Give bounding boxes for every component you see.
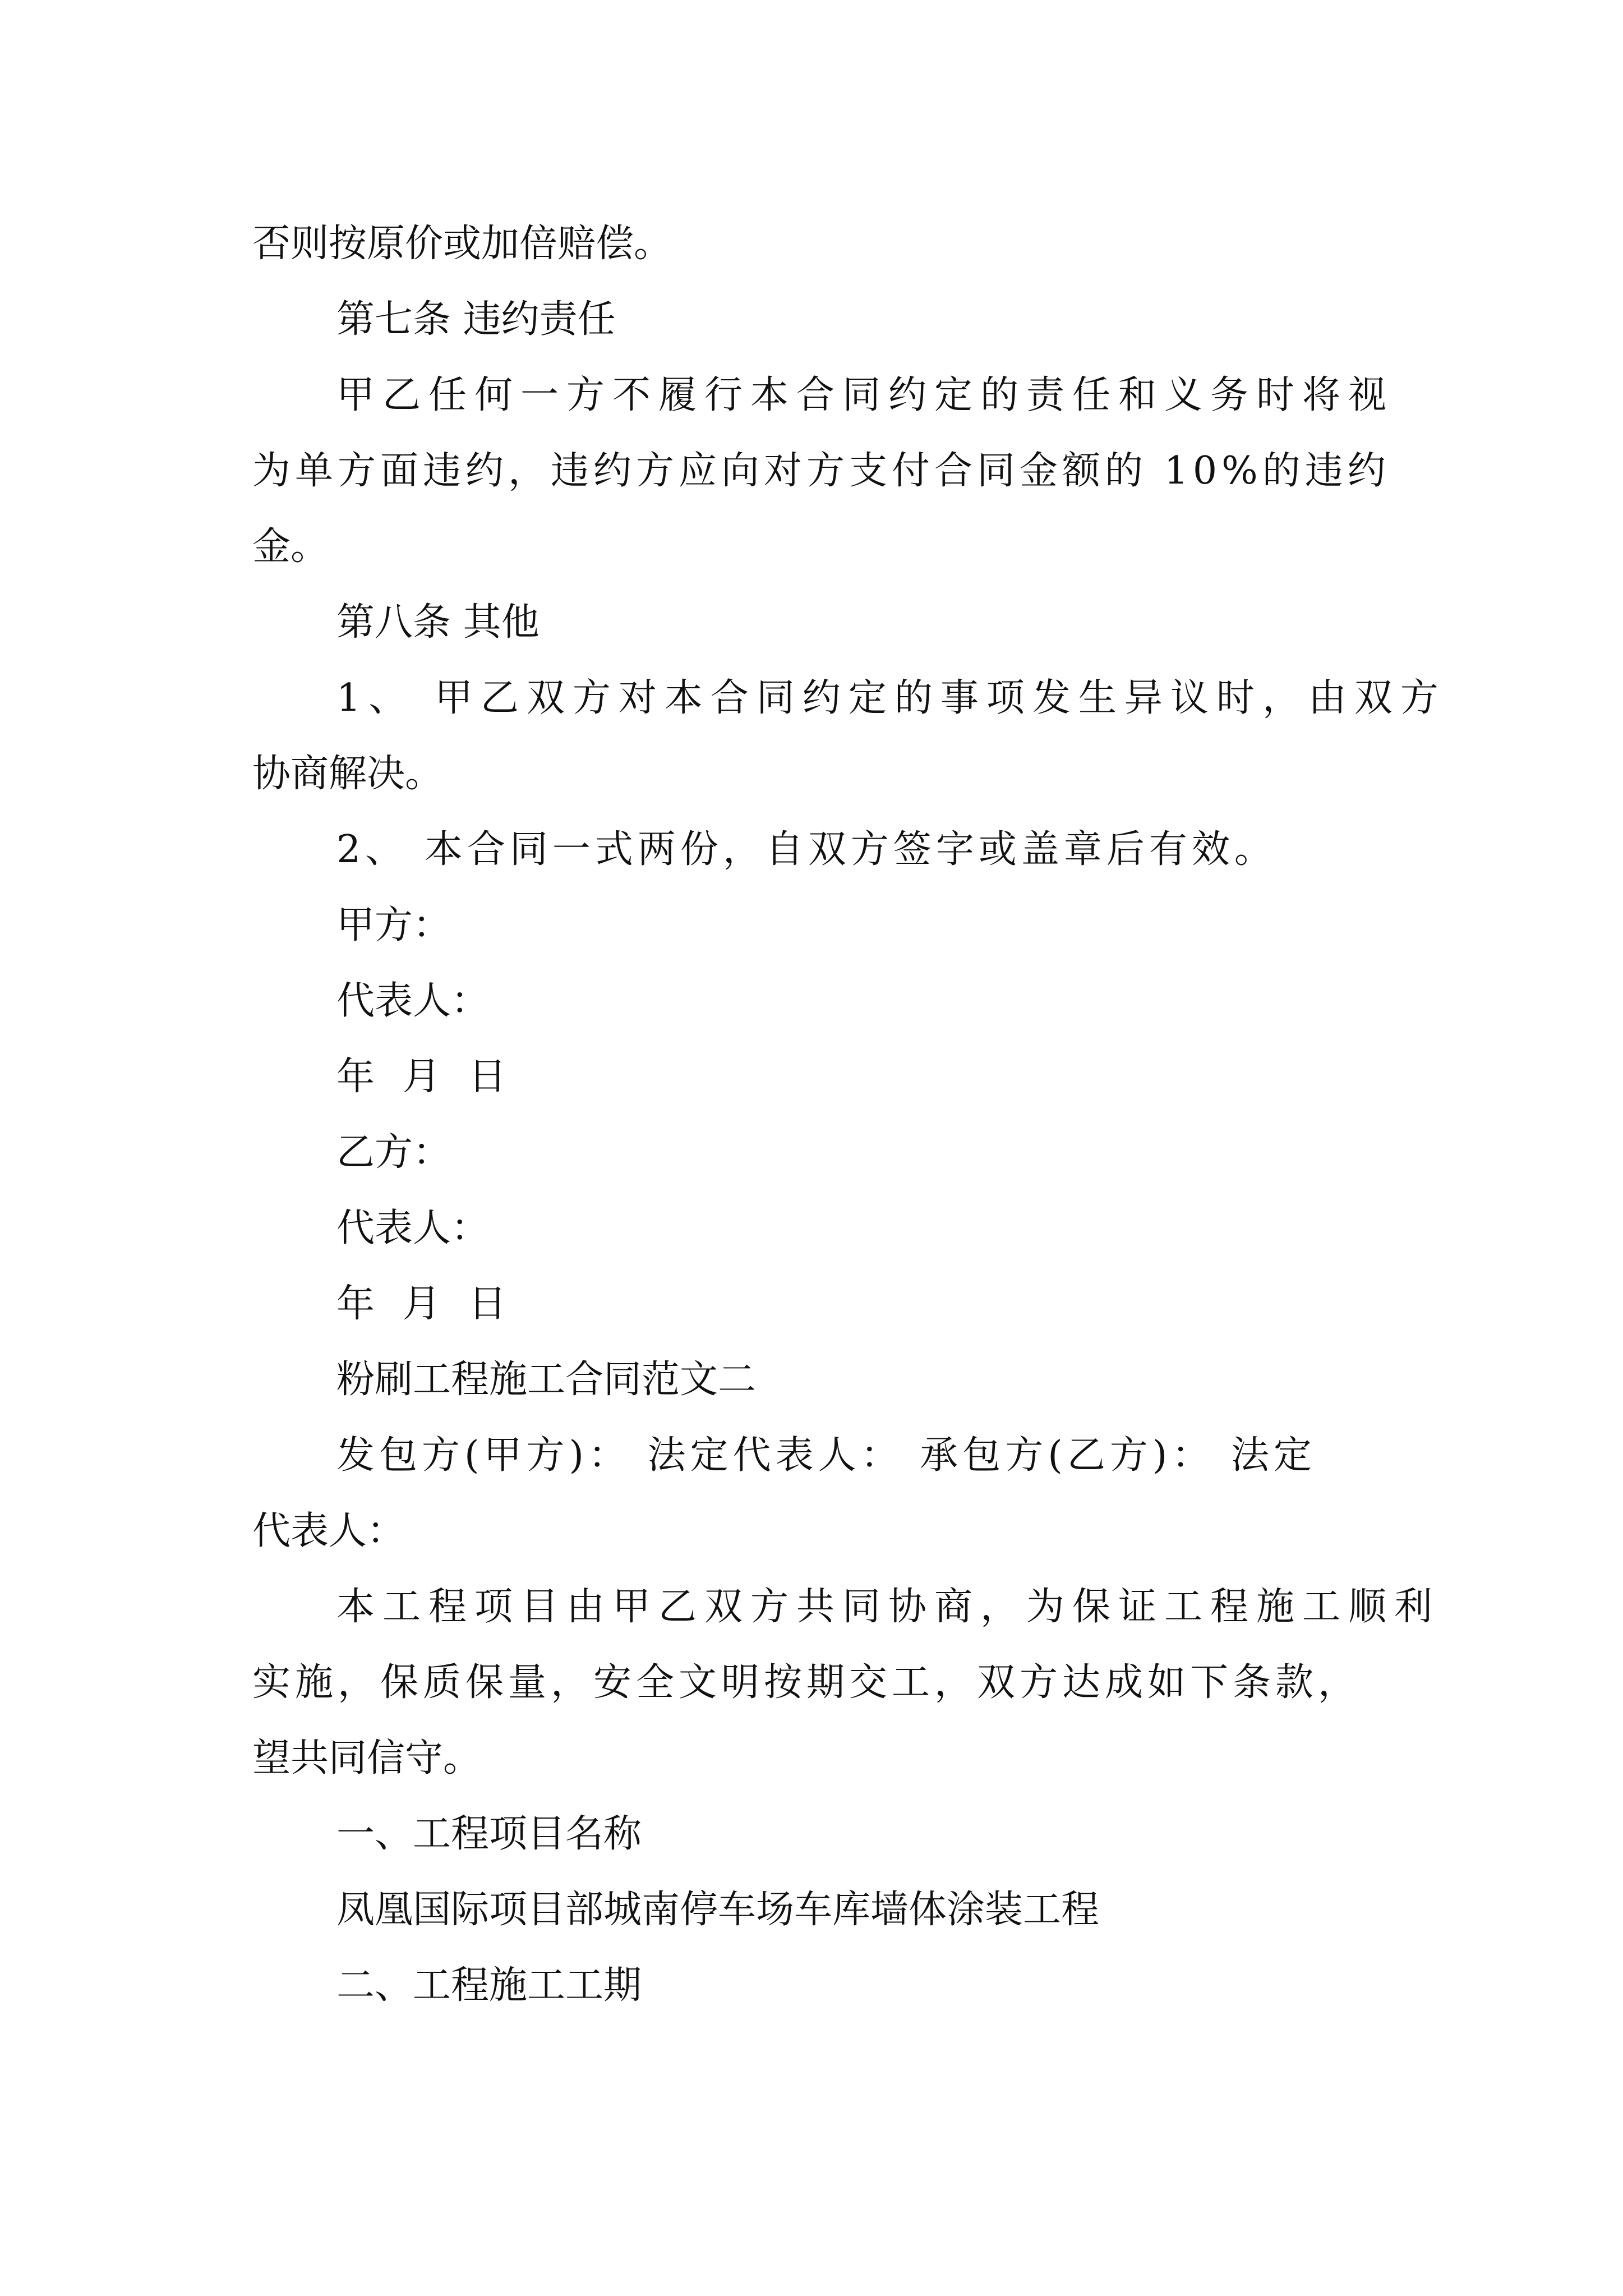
text-line: 1、 甲乙双方对本合同约定的事项发生异议时，由双方 bbox=[336, 676, 1446, 720]
signature-representative-b: 代表人： bbox=[336, 1206, 490, 1250]
document-title-2: 粉刷工程施工合同范文二 bbox=[336, 1358, 757, 1402]
text-line: 甲乙任何一方不履行本合同约定的责任和义务时将视 bbox=[336, 373, 1395, 417]
text-line: 2、 本合同一式两份，自双方签字或盖章后有效。 bbox=[336, 827, 1277, 872]
signature-date-a: 年 月 日 bbox=[336, 1055, 515, 1099]
text-line: 望共同信守。 bbox=[252, 1736, 482, 1780]
section-heading-7: 第七条 违约责任 bbox=[336, 297, 616, 342]
text-line: 凤凰国际项目部城南停车场车库墙体涂装工程 bbox=[336, 1888, 1100, 1932]
signature-party-a: 甲方： bbox=[336, 903, 451, 947]
text-line: 协商解决。 bbox=[252, 752, 444, 796]
signature-party-b: 乙方： bbox=[336, 1130, 451, 1175]
text-line: 代表人： bbox=[252, 1509, 405, 1553]
text-line: 发包方(甲方)： 法定代表人： 承包方(乙方)： 法定 bbox=[336, 1433, 1316, 1478]
text-line: 本工程项目由甲乙双方共同协商，为保证工程施工顺利 bbox=[336, 1585, 1441, 1629]
text-line: 否则按原价或加倍赔偿。 bbox=[252, 222, 672, 266]
section-heading-construction-period: 二、工程施工工期 bbox=[336, 1963, 642, 2008]
section-heading-project-name: 一、工程项目名称 bbox=[336, 1812, 642, 1856]
signature-representative-a: 代表人： bbox=[336, 979, 490, 1023]
text-line: 金。 bbox=[252, 524, 329, 569]
text-line: 为单方面违约，违约方应向对方支付合同金额的 10%的违约 bbox=[252, 449, 1390, 493]
text-line: 实施，保质保量，安全文明按期交工，双方达成如下条款， bbox=[252, 1660, 1361, 1705]
signature-date-b: 年 月 日 bbox=[336, 1282, 515, 1326]
section-heading-8: 第八条 其他 bbox=[336, 600, 540, 645]
